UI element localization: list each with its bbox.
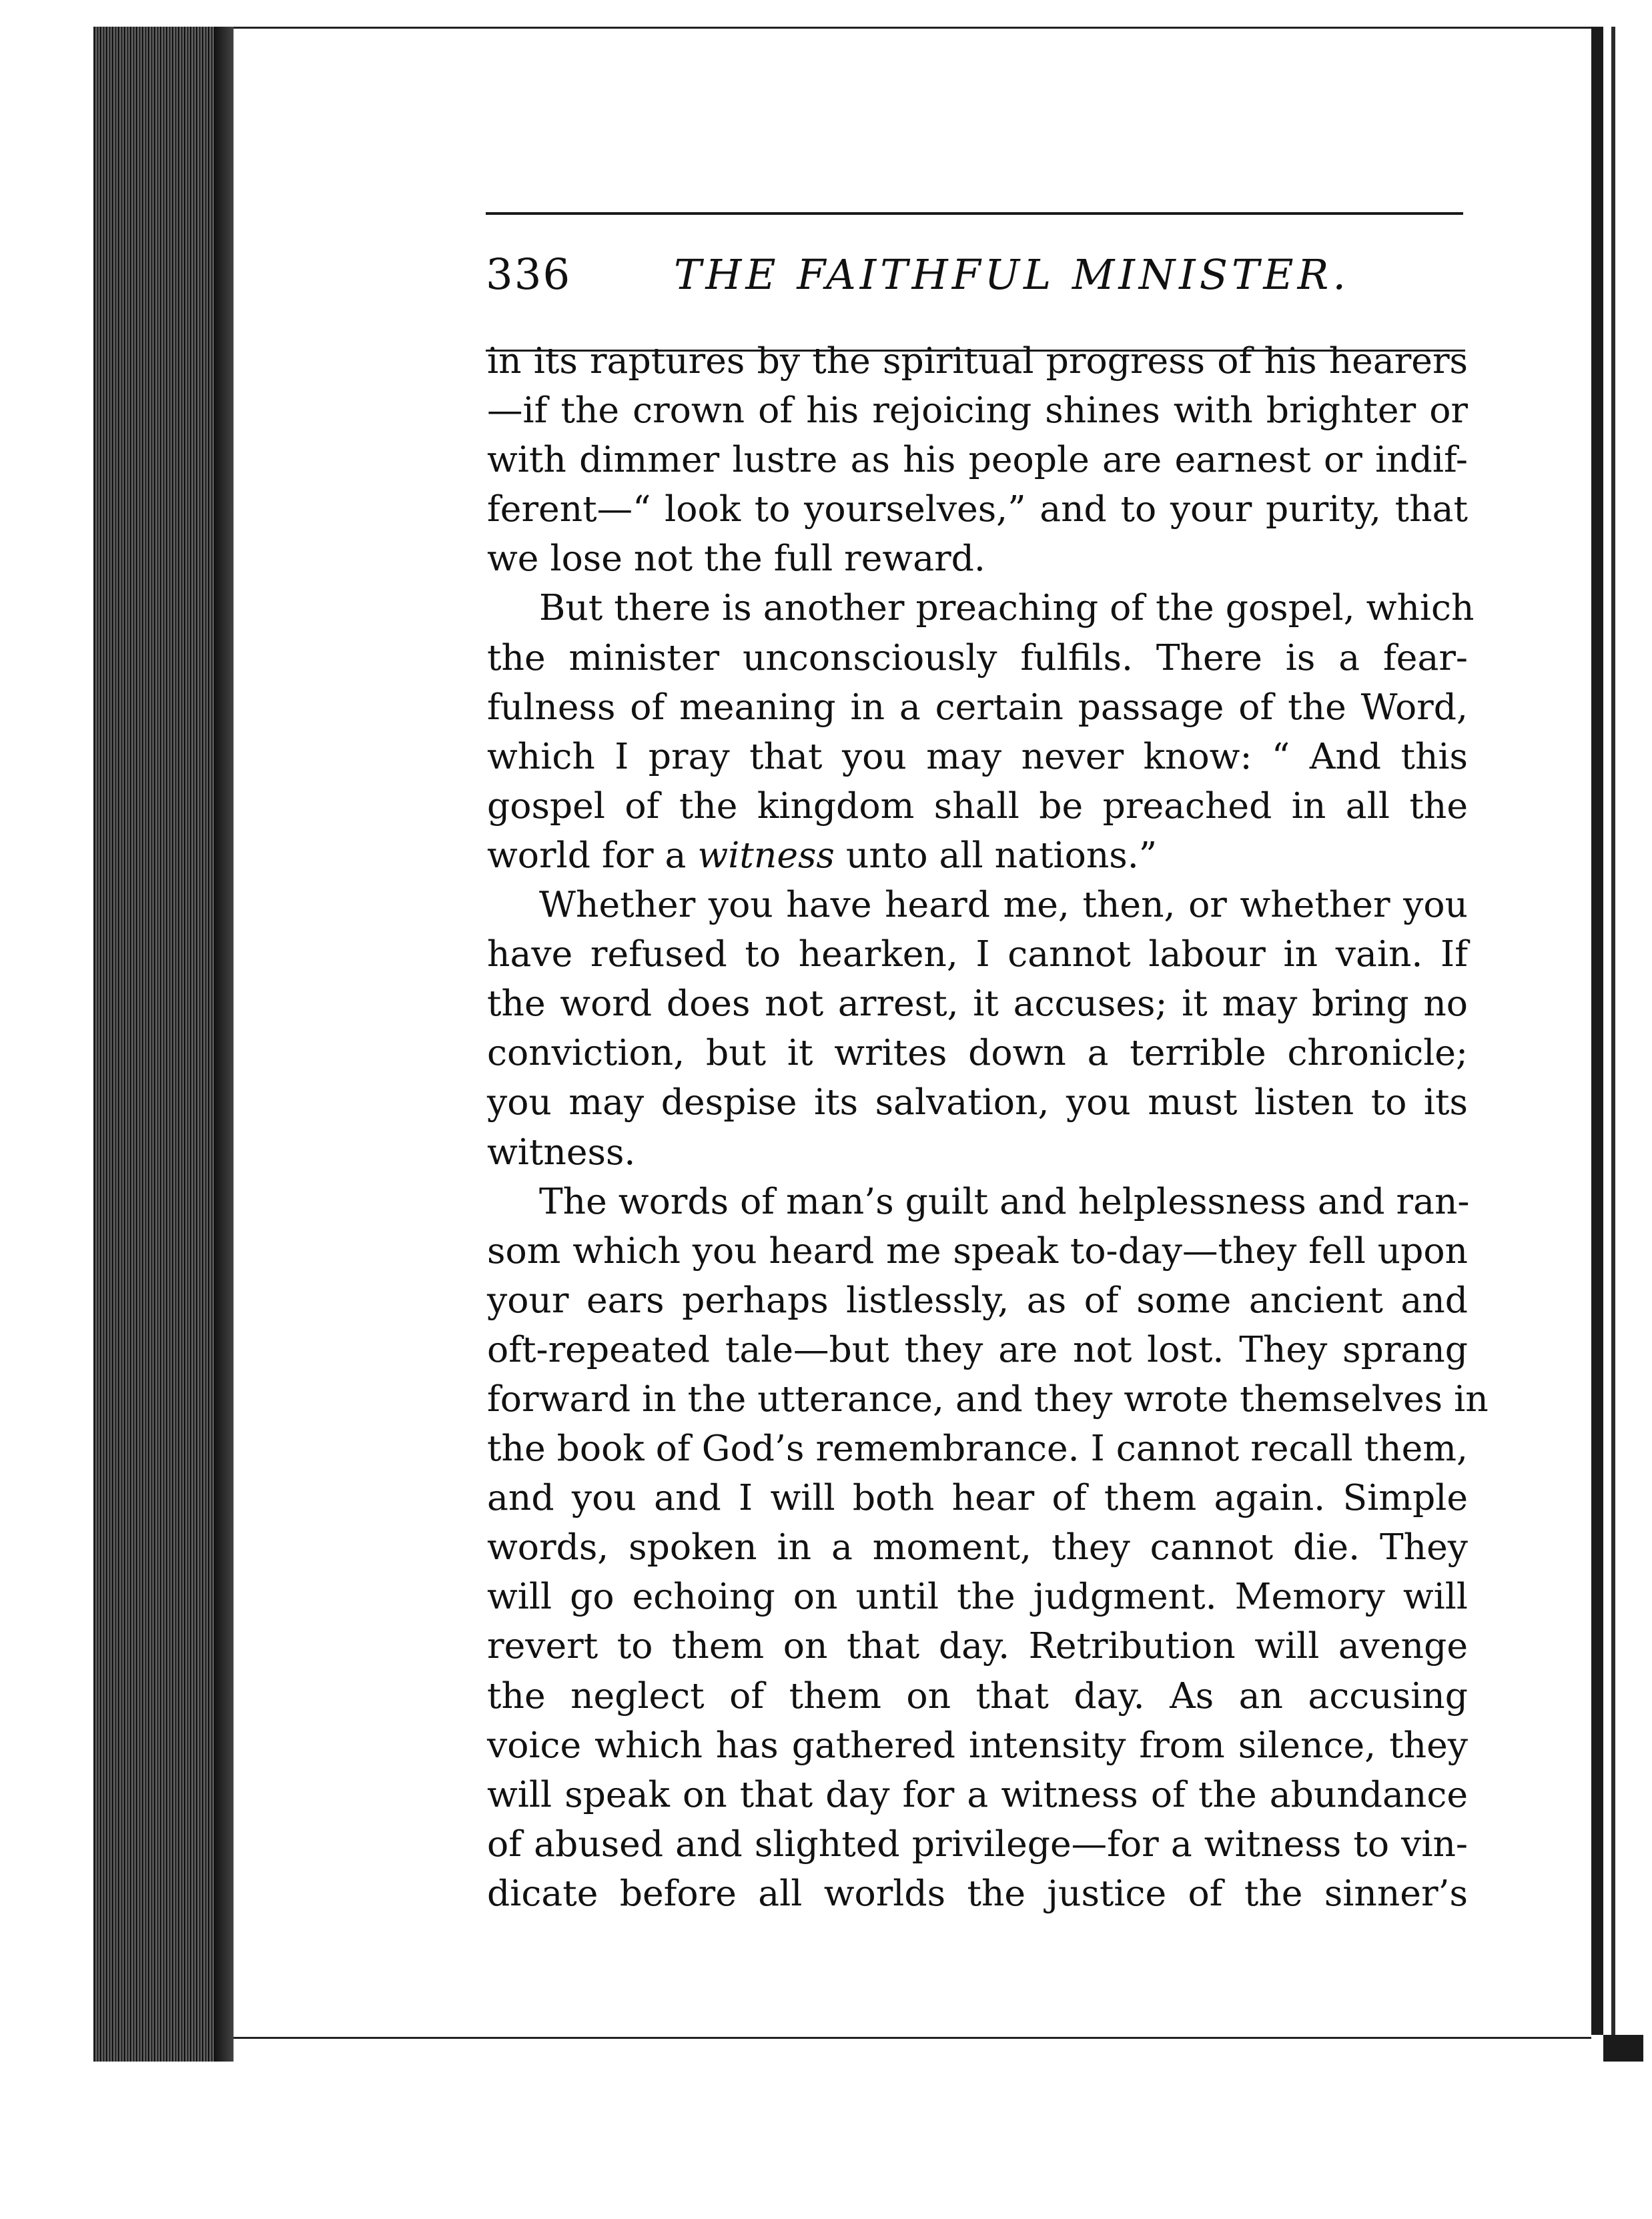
text-line: we lose not the full reward. (487, 537, 985, 580)
text-fragment: unto all nations.” (845, 833, 1158, 876)
body-text (487, 336, 1489, 1918)
header-rule-top (486, 212, 1463, 215)
text-line: your ears perhaps listlessly, as of some ancient and (487, 1278, 1468, 1321)
text-line: revert to them on that day. Retribution will avenge (487, 1625, 1468, 1667)
text-line: —if the crown of his rejoicing shines with brighter or (487, 389, 1468, 432)
text-line (487, 831, 1468, 880)
text-line: witness. (487, 1130, 636, 1173)
text-line: with dimmer lustre as his people are earnest or indif- (487, 438, 1468, 481)
text-line: in its raptures by the spiritual progress of his hearers (487, 340, 1468, 382)
text-line: and you and I will both hear of them again. Simple (487, 1476, 1468, 1519)
facing-page-edge-line (1611, 27, 1615, 2062)
text-line: Whether you have heard me, then, or whether you (539, 883, 1468, 926)
text-line: of abused and slighted privilege—for a witness to vin- (487, 1822, 1468, 1865)
text-line: fulness of meaning in a certain passage of the Word, (487, 685, 1468, 728)
text-line: the neglect of them on that day. As an accusing (487, 1674, 1468, 1717)
text-line: words, spoken in a moment, they cannot die. They (487, 1526, 1468, 1569)
text-line: conviction, but it writes down a terrible chronicle; (487, 1031, 1468, 1074)
text-line: the book of God’s remembrance. I cannot recall them, (487, 1427, 1468, 1470)
text-line: But there is another preaching of the gospel, which (539, 586, 1475, 629)
text-line: som which you heard me speak to-day—they fell upon (487, 1229, 1468, 1272)
text-line: oft-repeated tale—but they are not lost. They sprang (487, 1328, 1468, 1370)
text-line: gospel of the kingdom shall be preached in all the (487, 784, 1468, 827)
page-number: 336 (486, 250, 572, 300)
text-fragment: world for a (487, 833, 687, 876)
text-line: you may despise its salvation, you must listen to its (487, 1081, 1468, 1124)
italic-word: witness (697, 833, 835, 876)
text-line: which I pray that you may never know: “ And this (487, 735, 1468, 777)
text-line: the word does not arrest, it accuses; it may bring no (487, 982, 1468, 1025)
text-line: dicate before all worlds the justice of the sinner’s (487, 1871, 1468, 1914)
text-line: have refused to hearken, I cannot labour in vain. If (487, 933, 1468, 975)
text-line: ferent—“ look to yourselves,” and to your purity, that (487, 488, 1468, 530)
text-line: voice which has gathered intensity from silence, they (487, 1723, 1468, 1766)
text-line: the minister unconsciously fulfils. There is a fear- (487, 636, 1468, 679)
facing-page-corner (1603, 2035, 1643, 2062)
running-head (486, 235, 1467, 315)
text-line: The words of man’s guilt and helplessness and ran- (539, 1180, 1470, 1222)
running-title: THE FAITHFUL MINISTER. (674, 250, 1350, 299)
facing-page-edge (1591, 27, 1603, 2035)
text-line: forward in the utterance, and they wrote themselves in (487, 1377, 1489, 1420)
book-page-stack (93, 27, 234, 2062)
page-stack-shadow (214, 27, 234, 2062)
text-line: will go echoing on until the judgment. Memory will (487, 1575, 1468, 1618)
text-line: will speak on that day for a witness of the abundance (487, 1773, 1468, 1815)
